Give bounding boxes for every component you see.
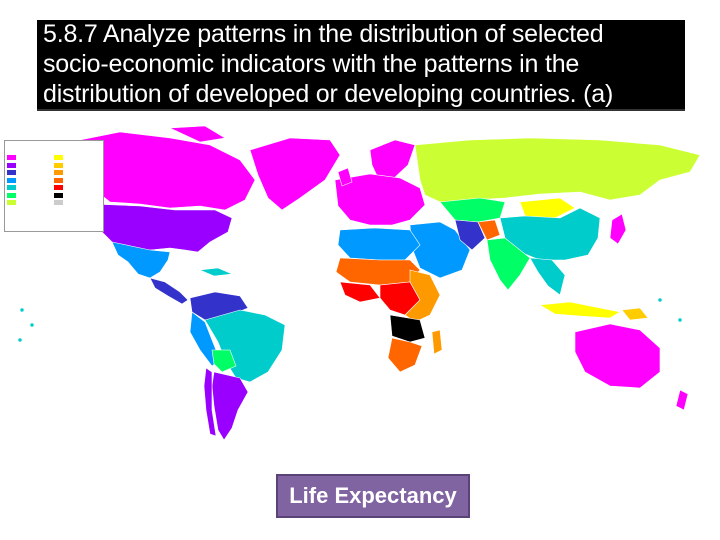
legend-column-right: [54, 154, 101, 207]
legend-entry: [7, 169, 54, 177]
region-se-asia: [530, 258, 565, 295]
legend-entry: [7, 162, 54, 170]
title-line-1: 5.8.7 Analyze patterns in the distribution of selected: [43, 20, 604, 48]
legend-entry: [7, 199, 54, 207]
life-expectancy-world-map: [0, 110, 720, 450]
slide-title: [37, 20, 685, 110]
region-japan: [610, 214, 626, 244]
title-line-2: socio-economic indicators with the patterns in the: [43, 50, 580, 78]
legend-swatch: [7, 163, 16, 168]
region-central-america: [150, 278, 188, 304]
legend-entry: [7, 177, 54, 185]
legend-entry: [54, 192, 101, 200]
region-caribbean: [200, 268, 232, 276]
region-madagascar: [432, 330, 442, 354]
island-marker: [658, 298, 662, 302]
legend-swatch: [7, 200, 16, 205]
region-north-africa: [338, 228, 420, 260]
legend-entry: [7, 184, 54, 192]
legend-swatch: [7, 178, 16, 183]
legend-swatch: [54, 163, 63, 168]
world-map-svg: [0, 110, 720, 450]
legend-entry: [7, 192, 54, 200]
legend-swatch: [54, 155, 63, 160]
region-greenland: [250, 138, 340, 210]
caption-label: [276, 474, 470, 518]
region-sahel: [336, 258, 420, 285]
legend-entry: [54, 184, 101, 192]
legend-swatch: [7, 170, 16, 175]
legend-entry: [54, 162, 101, 170]
legend-entry: [54, 154, 101, 162]
region-russia: [415, 138, 700, 202]
map-legend: [4, 140, 104, 232]
region-new-zealand: [676, 390, 688, 410]
region-kazakhstan: [440, 198, 505, 222]
legend-entry: [54, 199, 101, 207]
legend-entry: [7, 154, 54, 162]
legend-swatch: [54, 185, 63, 190]
island-marker: [678, 318, 682, 322]
island-marker: [30, 323, 34, 327]
legend-swatch: [54, 178, 63, 183]
region-south-africa: [388, 338, 422, 372]
legend-swatch: [54, 200, 63, 205]
legend-entry: [54, 169, 101, 177]
legend-swatch: [7, 193, 16, 198]
region-west-africa: [340, 282, 380, 302]
legend-swatch: [7, 185, 16, 190]
legend-swatch: [54, 193, 63, 198]
legend-swatch: [54, 170, 63, 175]
region-australia: [575, 324, 660, 388]
island-marker: [18, 338, 22, 342]
region-canada: [80, 132, 255, 210]
island-marker: [20, 308, 24, 312]
region-argentina: [212, 372, 248, 440]
caption-text: Life Expectancy: [289, 483, 457, 508]
region-png: [622, 308, 648, 320]
legend-grid: [7, 154, 101, 207]
legend-column-left: [7, 154, 54, 207]
legend-swatch: [7, 155, 16, 160]
legend-entry: [54, 177, 101, 185]
region-brazil: [205, 310, 285, 382]
slide-title-text: [43, 20, 681, 109]
region-scandinavia: [370, 140, 415, 180]
region-indonesia: [540, 302, 620, 318]
title-line-3: distribution of developed or developing countries. (a): [43, 80, 614, 108]
legend-heading: [7, 142, 101, 154]
